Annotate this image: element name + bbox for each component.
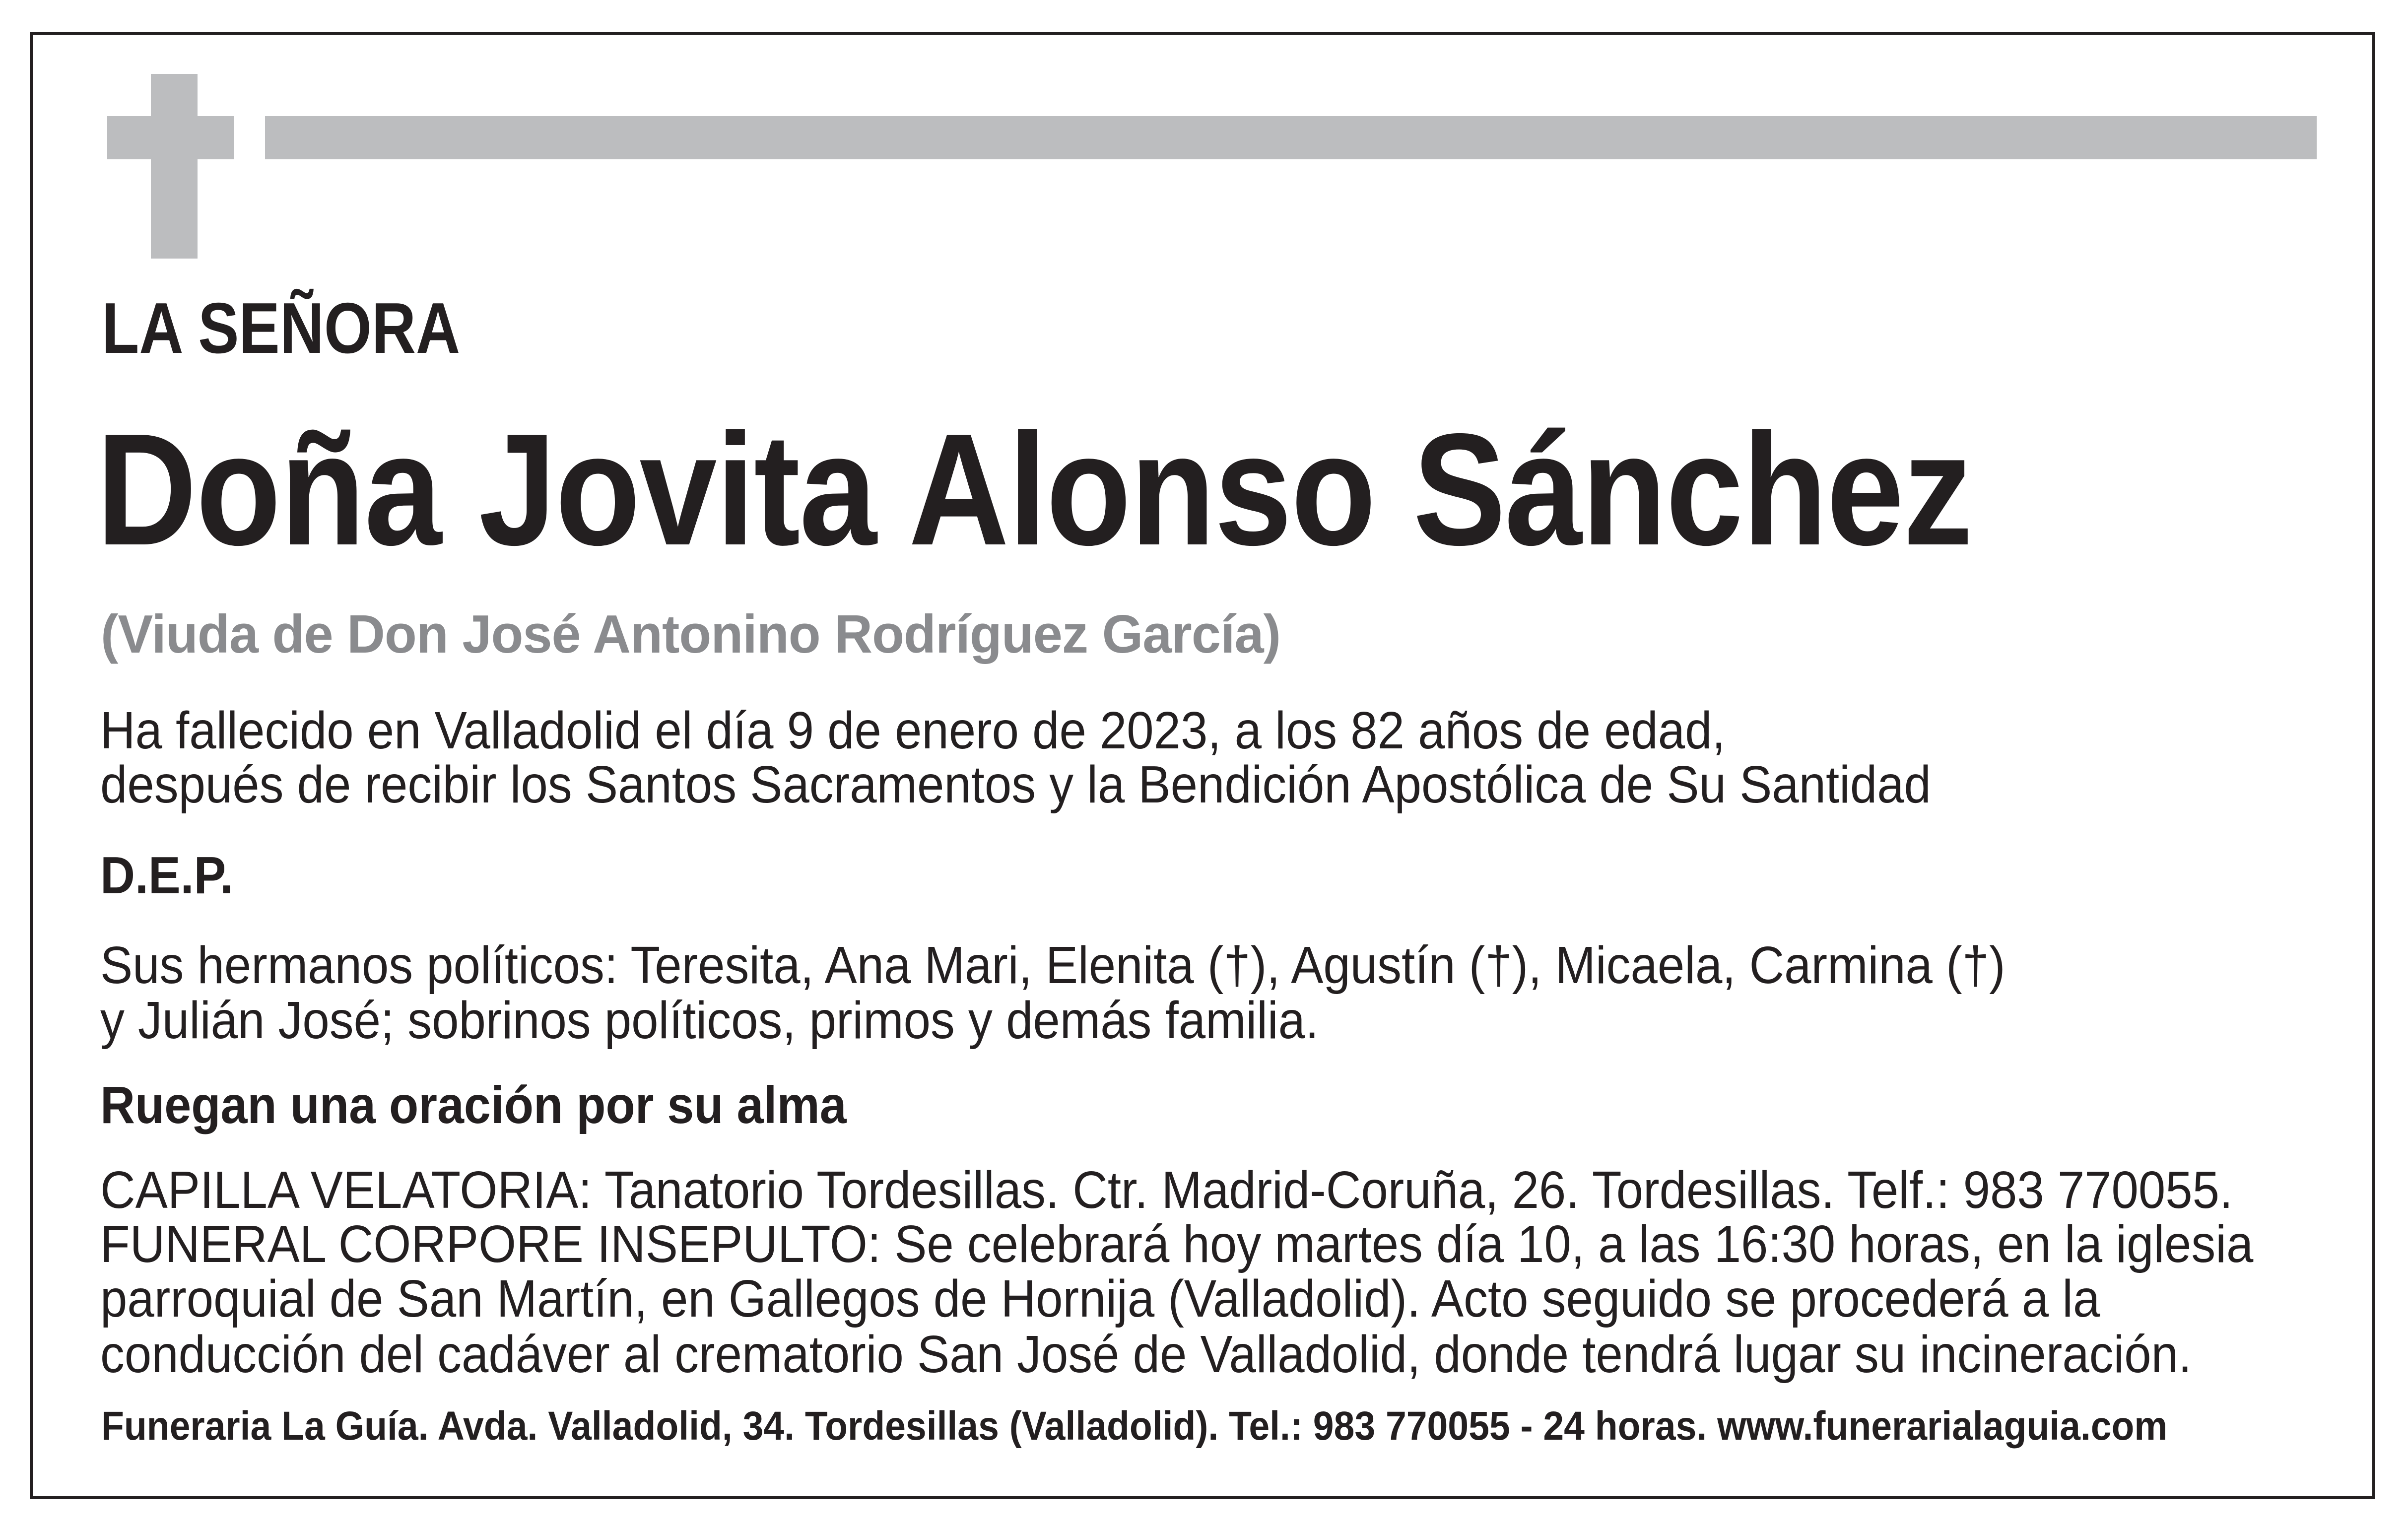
service-info-line: FUNERAL CORPORE INSEPULTO: Se celebrará hoy martes día 10, a las 16:30 horas, en la iglesia: [100, 1215, 2254, 1273]
widow-subtitle: (Viuda de Don José Antonino Rodríguez García): [101, 604, 1281, 665]
dep-label: D.E.P.: [100, 846, 233, 905]
cross-horizontal-bar: [107, 116, 234, 159]
death-notice-line: Ha fallecido en Valladolid el día 9 de enero de 2023, a los 82 años de edad,: [100, 701, 1726, 760]
service-info-line: parroquial de San Martín, en Gallegos de Hornija (Valladolid). Acto seguido se procederá a la: [100, 1269, 2100, 1328]
deceased-name: Doña Jovita Alonso Sánchez: [96, 400, 1972, 579]
family-line: y Julián José; sobrinos políticos, primos y demás familia.: [100, 991, 1319, 1050]
title-prefix: LA SEÑORA: [102, 288, 461, 368]
cross-vertical-bar: [151, 74, 198, 259]
service-info-line: CAPILLA VELATORIA: Tanatorio Tordesillas. Ctr. Madrid-Coruña, 26. Tordesillas. Telf.: 983 770055.: [100, 1161, 2233, 1219]
funeral-home-footer: Funeraria La Guía. Avda. Valladolid, 34. Tordesillas (Valladolid). Tel.: 983 770055 - 24 horas. www.funerarialaguia.com: [101, 1403, 2168, 1449]
service-info-line: conducción del cadáver al crematorio San José de Valladolid, donde tendrá lugar su incineración.: [100, 1325, 2192, 1384]
header-rule: [265, 116, 2317, 159]
family-line: Sus hermanos políticos: Teresita, Ana Mari, Elenita (†), Agustín (†), Micaela, Carmina (†): [100, 936, 2006, 995]
death-notice-line: después de recibir los Santos Sacramentos y la Bendición Apostólica de Su Santidad: [100, 755, 1931, 814]
prayer-request: Ruegan una oración por su alma: [100, 1076, 847, 1134]
